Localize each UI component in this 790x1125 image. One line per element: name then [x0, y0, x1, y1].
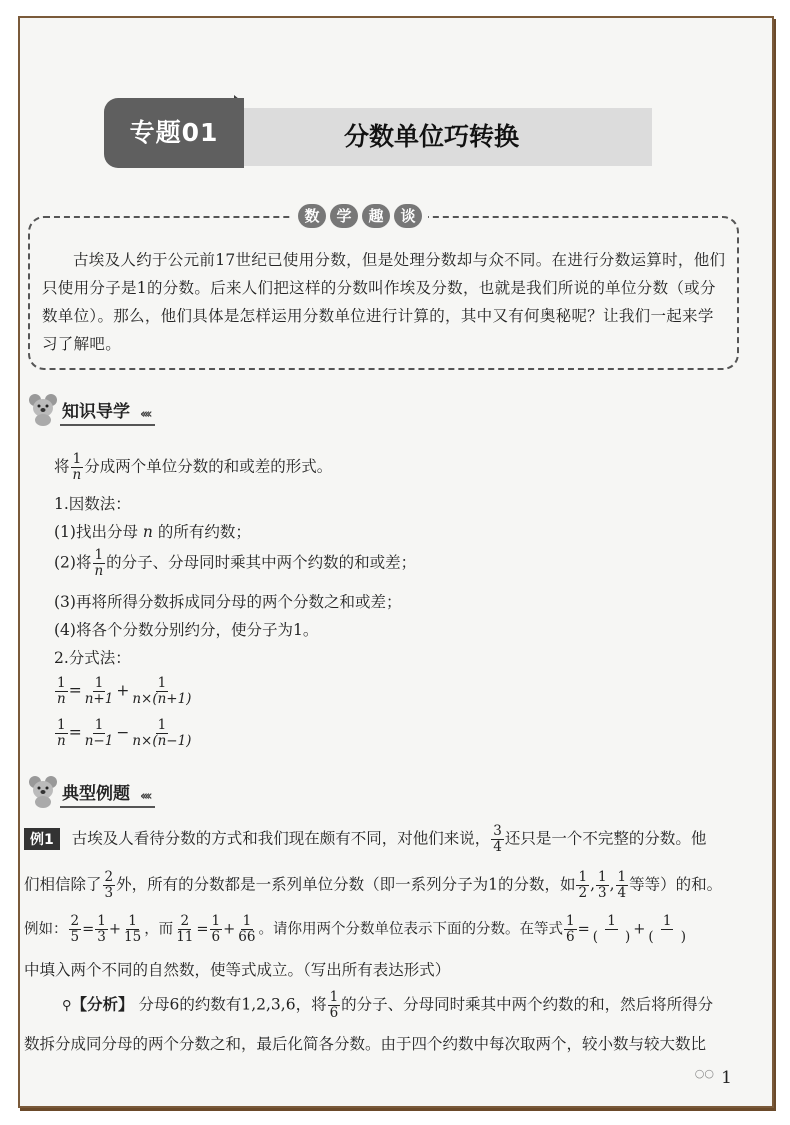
text: 们相信除了	[24, 875, 102, 894]
koala-icon	[28, 774, 58, 808]
fraction	[83, 718, 116, 749]
numerator: 1	[94, 675, 104, 691]
operator: +	[223, 921, 236, 938]
numerator: 1	[662, 913, 672, 929]
example-tag: 例1	[24, 828, 60, 850]
fraction	[576, 870, 589, 901]
topic-title-bar	[244, 108, 652, 166]
analysis-label: 【分析】	[71, 995, 134, 1014]
numerator: 1	[578, 869, 588, 885]
chevrons-icon: ‹‹‹‹	[132, 789, 155, 808]
operator: −	[116, 723, 130, 742]
fraction	[616, 870, 629, 901]
denominator: 4	[493, 839, 502, 855]
operator: +	[633, 921, 646, 938]
numerator: 1	[211, 913, 221, 929]
denominator: 5	[70, 929, 80, 945]
examples-header	[28, 772, 155, 808]
numerator: 1	[128, 913, 137, 929]
fun-section-text: 古埃及人约于公元前17世纪已使用分数，但是处理分数却与众不同。在进行分数运算时，他们只使用分子是1的分数。后来人们把这样的分数叫作埃及分数，也就是我们所说的单位分数（或分数单位）。那么，他们具体是怎样运用分数单位进行计算的，其中又有何奥秘呢？让我们一起来学习了解吧。	[42, 251, 726, 353]
denominator: n	[72, 467, 82, 483]
text: 外，所有的分数都是一系列单位分数（即一系列分子为1的分数，如	[116, 875, 576, 894]
decorative-dots: ○○	[694, 1067, 714, 1080]
examples-title: 典型例题	[60, 779, 132, 808]
topic-number: 专题01	[104, 98, 244, 168]
denominator: 66	[238, 929, 256, 945]
numerator: 1	[617, 869, 627, 885]
denominator: n−1	[84, 733, 114, 749]
fun-title-char: 数	[298, 204, 326, 228]
numerator: 1	[607, 913, 616, 929]
analysis-line2: 数拆分成同分母的两个分数之和，最后化简各分数。由于四个约数中每次取两个，较小数与较大数比	[24, 1035, 707, 1053]
text: 的分子、分母同时乘其中两个约数的和，然后将所得分	[341, 995, 714, 1014]
fraction	[122, 914, 143, 945]
denominator: 3	[97, 929, 106, 945]
numerator: 1	[72, 451, 82, 467]
denominator: n	[57, 733, 66, 749]
equals: =	[577, 921, 590, 938]
method2-title: 2.分式法：	[54, 649, 131, 667]
step3: (3)再将所得分数拆成同分母的两个分数之和或差；	[54, 593, 402, 611]
numerator: 1	[157, 675, 167, 691]
numerator: 1	[94, 547, 104, 563]
text: ，而	[144, 921, 174, 938]
knowledge-header	[28, 390, 155, 426]
fraction	[103, 870, 116, 901]
denominator: 6	[211, 929, 221, 945]
operator: +	[108, 921, 121, 938]
step1	[54, 520, 251, 542]
numerator: 1	[57, 717, 66, 733]
fraction	[596, 870, 609, 901]
fraction	[92, 548, 105, 579]
numerator: 1	[598, 869, 607, 885]
numerator: 3	[493, 823, 502, 839]
knowledge-intro	[54, 452, 332, 483]
formula-difference	[54, 718, 194, 749]
equals: =	[68, 723, 82, 742]
denominator: n×(n+1)	[132, 691, 192, 707]
text: 分成两个单位分数的和或差的形式。	[84, 457, 333, 476]
denominator: n+1	[84, 691, 114, 707]
text: 还只是一个不完整的分数。他	[504, 829, 707, 848]
fraction	[210, 914, 223, 945]
fraction	[55, 718, 68, 749]
numerator: 1	[57, 675, 66, 691]
fraction	[130, 676, 193, 707]
equals: =	[82, 921, 95, 938]
numerator: 1	[97, 913, 106, 929]
denominator: ( )	[648, 929, 686, 945]
text: 等等）的和。	[629, 875, 723, 894]
chevrons-icon: ‹‹‹‹	[132, 407, 155, 426]
step2	[54, 548, 416, 579]
text: 的分子、分母同时乘其中两个约数的和或差；	[106, 553, 417, 572]
variable: n	[142, 523, 153, 541]
fraction	[564, 914, 577, 945]
equals: =	[196, 921, 209, 938]
denominator: 11	[176, 929, 194, 945]
page	[18, 16, 774, 1108]
knowledge-title: 知识导学	[60, 397, 132, 426]
fraction	[328, 990, 341, 1021]
numerator: 1	[565, 913, 575, 929]
step4: (4)将各个分数分别约分，使分子为1。	[54, 621, 319, 639]
text: (1)找出分母	[54, 523, 138, 541]
fraction	[130, 718, 193, 749]
example1-line1	[24, 824, 744, 855]
magnifier-icon: ⚲	[62, 998, 72, 1014]
numerator: 1	[157, 717, 167, 733]
fraction	[646, 914, 688, 945]
fun-title-char: 学	[330, 204, 358, 228]
denominator: 3	[598, 885, 607, 901]
fraction	[95, 914, 108, 945]
equals: =	[68, 681, 82, 700]
example1-line3	[24, 914, 744, 945]
numerator: 2	[104, 869, 114, 885]
text: 例如：	[24, 921, 68, 938]
fun-title-char: 趣	[362, 204, 390, 228]
fun-title-char: 谈	[394, 204, 422, 228]
text: 古埃及人看待分数的方式和我们现在颇有不同，对他们来说，	[71, 829, 491, 848]
fun-section-title	[292, 204, 428, 230]
denominator: 6	[565, 929, 575, 945]
numerator: 2	[180, 913, 190, 929]
analysis-line1	[62, 990, 782, 1021]
fraction	[491, 824, 504, 855]
fraction	[591, 914, 633, 945]
fraction	[69, 914, 82, 945]
method1-title: 1.因数法：	[54, 495, 131, 513]
fraction	[55, 676, 68, 707]
denominator: n	[94, 563, 104, 579]
text: 。请你用两个分数单位表示下面的分数。在等式	[258, 921, 563, 938]
fraction	[236, 914, 257, 945]
text: 的所有约数；	[157, 523, 251, 541]
denominator: n	[57, 691, 66, 707]
denominator: 15	[124, 929, 142, 945]
numerator: 1	[242, 913, 252, 929]
denominator: 3	[104, 885, 114, 901]
fraction	[83, 676, 116, 707]
example1-line4: 中填入两个不同的自然数，使等式成立。（写出所有表达形式）	[24, 961, 451, 979]
page-number: 1	[721, 1068, 732, 1088]
numerator: 1	[329, 989, 339, 1005]
example1-line2: 们相信除了 $\frac{2}{3}$ 外，所有的分数都是一系列单位分数（即一系列分子为1的分数，如 $\frac{1}{2}$ , $\frac{1}{3}$ , $\frac{1}{4}$ 等等）的和。	[24, 869, 723, 901]
topic-title: 分数单位巧转换	[344, 122, 520, 151]
denominator: 6	[329, 1005, 339, 1021]
denominator: 2	[578, 885, 588, 901]
text: 将	[54, 457, 70, 476]
operator: +	[116, 681, 130, 700]
denominator: ( )	[592, 929, 631, 945]
koala-icon	[28, 392, 58, 426]
formula-sum	[54, 676, 194, 707]
denominator: 4	[617, 885, 627, 901]
text: 分母6的约数有1,2,3,6，将	[138, 995, 327, 1014]
fraction	[174, 914, 195, 945]
denominator: n×(n−1)	[132, 733, 192, 749]
numerator: 1	[94, 717, 104, 733]
text: (2)将	[54, 553, 92, 572]
fraction	[71, 452, 84, 483]
numerator: 2	[70, 913, 80, 929]
